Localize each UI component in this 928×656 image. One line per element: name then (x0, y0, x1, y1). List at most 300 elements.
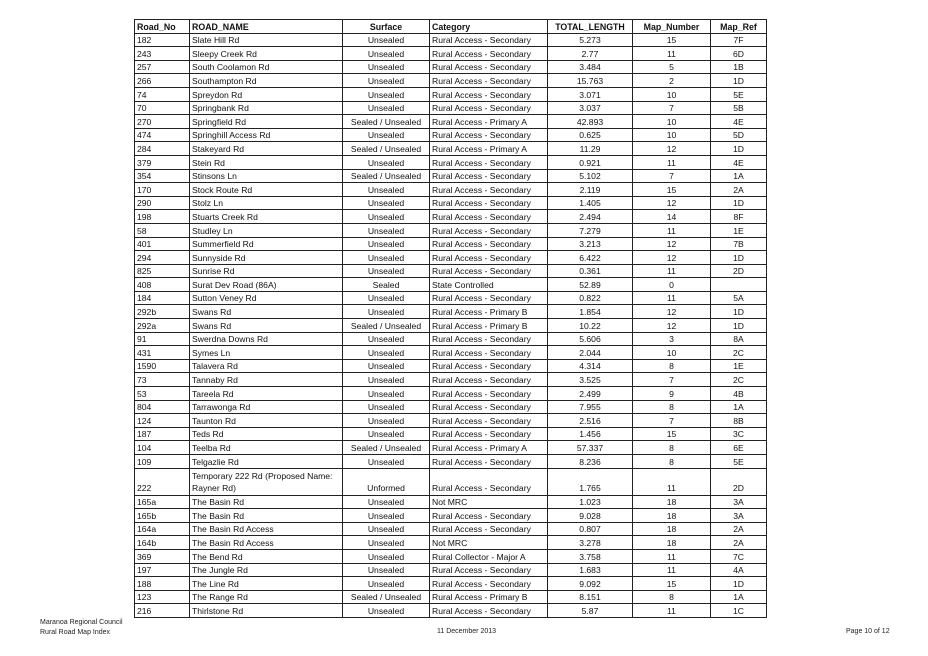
table-row (135, 590, 767, 604)
cell-total-length: 3.758 (548, 549, 633, 563)
table-row (135, 196, 767, 210)
cell-map-ref: 1D (711, 251, 767, 265)
cell-total-length: 0.921 (548, 155, 633, 169)
cell-map-number: 8 (633, 590, 711, 604)
cell-surface: Unsealed (343, 563, 430, 577)
cell-map-ref: 4E (711, 155, 767, 169)
cell-map-number: 3 (633, 332, 711, 346)
cell-map-ref: 2A (711, 522, 767, 536)
cell-category: Rural Access - Primary A (430, 115, 548, 129)
cell-category: Rural Access - Secondary (430, 196, 548, 210)
cell-road-name: Slate Hill Rd (190, 33, 343, 47)
cell-road-name: Stolz Ln (190, 196, 343, 210)
cell-map-number: 12 (633, 319, 711, 333)
header-map-ref: Map_Ref (711, 20, 767, 34)
table-body (135, 33, 767, 617)
cell-category: Not MRC (430, 536, 548, 550)
table-row (135, 278, 767, 292)
cell-map-number: 11 (633, 549, 711, 563)
cell-total-length: 0.625 (548, 128, 633, 142)
cell-category: Rural Access - Primary A (430, 441, 548, 455)
cell-road-no: 104 (135, 441, 190, 455)
cell-category: Rural Access - Secondary (430, 359, 548, 373)
cell-surface: Unsealed (343, 60, 430, 74)
cell-road-no: 164b (135, 536, 190, 550)
cell-map-number: 11 (633, 264, 711, 278)
cell-map-ref: 6E (711, 441, 767, 455)
cell-category: Rural Access - Secondary (430, 169, 548, 183)
cell-road-no: 73 (135, 373, 190, 387)
cell-map-number: 14 (633, 210, 711, 224)
cell-road-no: 825 (135, 264, 190, 278)
cell-road-name: Sunrise Rd (190, 264, 343, 278)
cell-category: Rural Access - Secondary (430, 387, 548, 401)
cell-road-name: Tarrawonga Rd (190, 400, 343, 414)
cell-road-name: The Jungle Rd (190, 563, 343, 577)
cell-category: Rural Access - Secondary (430, 414, 548, 428)
cell-road-name: Springfield Rd (190, 115, 343, 129)
cell-total-length: 15.763 (548, 74, 633, 88)
table-row (135, 536, 767, 550)
cell-total-length: 3.071 (548, 87, 633, 101)
cell-total-length: 0.822 (548, 291, 633, 305)
cell-map-number: 8 (633, 400, 711, 414)
cell-map-ref: 8A (711, 332, 767, 346)
cell-category: Rural Access - Secondary (430, 468, 548, 495)
cell-road-name: Tareela Rd (190, 387, 343, 401)
table-row (135, 604, 767, 618)
cell-category: Rural Access - Secondary (430, 291, 548, 305)
cell-total-length: 3.484 (548, 60, 633, 74)
table-row (135, 101, 767, 115)
cell-road-no: 1590 (135, 359, 190, 373)
cell-road-no: 216 (135, 604, 190, 618)
cell-map-ref: 8F (711, 210, 767, 224)
cell-category: Rural Access - Secondary (430, 183, 548, 197)
cell-surface: Unsealed (343, 305, 430, 319)
cell-map-ref: 1E (711, 223, 767, 237)
cell-total-length: 8.236 (548, 455, 633, 469)
cell-total-length: 1.023 (548, 495, 633, 509)
table-row (135, 400, 767, 414)
cell-road-no: 170 (135, 183, 190, 197)
cell-surface: Unsealed (343, 251, 430, 265)
cell-category: Rural Access - Secondary (430, 128, 548, 142)
cell-road-name: Studley Ln (190, 223, 343, 237)
cell-category: Rural Access - Secondary (430, 33, 548, 47)
cell-map-number: 7 (633, 373, 711, 387)
cell-road-name: The Basin Rd (190, 495, 343, 509)
cell-category: Rural Access - Secondary (430, 210, 548, 224)
cell-surface: Unsealed (343, 387, 430, 401)
cell-road-no: 70 (135, 101, 190, 115)
cell-surface: Unsealed (343, 427, 430, 441)
cell-category: Rural Access - Primary B (430, 590, 548, 604)
cell-category: State Controlled (430, 278, 548, 292)
cell-road-no: 198 (135, 210, 190, 224)
cell-total-length: 2.044 (548, 346, 633, 360)
cell-map-number: 15 (633, 427, 711, 441)
cell-road-name: Temporary 222 Rd (Proposed Name: Rayner Rd) (190, 468, 343, 495)
cell-road-no: 379 (135, 155, 190, 169)
table-row (135, 549, 767, 563)
table-row (135, 60, 767, 74)
cell-road-name: Taunton Rd (190, 414, 343, 428)
cell-total-length: 0.361 (548, 264, 633, 278)
table-row (135, 319, 767, 333)
cell-category: Rural Access - Secondary (430, 74, 548, 88)
cell-map-number: 18 (633, 536, 711, 550)
cell-road-name: The Bend Rd (190, 549, 343, 563)
cell-total-length: 1.405 (548, 196, 633, 210)
cell-road-no: 294 (135, 251, 190, 265)
cell-map-number: 12 (633, 142, 711, 156)
cell-surface: Unsealed (343, 155, 430, 169)
cell-road-name: Symes Ln (190, 346, 343, 360)
header-map-number: Map_Number (633, 20, 711, 34)
cell-category: Rural Access - Secondary (430, 87, 548, 101)
cell-total-length: 6.422 (548, 251, 633, 265)
cell-total-length: 1.456 (548, 427, 633, 441)
cell-surface: Sealed / Unsealed (343, 590, 430, 604)
cell-category: Rural Access - Primary B (430, 305, 548, 319)
cell-surface: Sealed / Unsealed (343, 142, 430, 156)
cell-map-ref: 2D (711, 468, 767, 495)
cell-road-no: 165a (135, 495, 190, 509)
table-row (135, 210, 767, 224)
cell-map-ref: 2C (711, 373, 767, 387)
cell-road-name: Springhill Access Rd (190, 128, 343, 142)
cell-total-length: 8.151 (548, 590, 633, 604)
cell-map-number: 9 (633, 387, 711, 401)
cell-road-name: Stuarts Creek Rd (190, 210, 343, 224)
table-row (135, 455, 767, 469)
cell-total-length: 5.273 (548, 33, 633, 47)
cell-surface: Unsealed (343, 604, 430, 618)
table-row (135, 251, 767, 265)
cell-category: Rural Access - Secondary (430, 101, 548, 115)
cell-map-ref: 3C (711, 427, 767, 441)
cell-road-no: 165b (135, 509, 190, 523)
cell-map-number: 10 (633, 87, 711, 101)
cell-road-no: 109 (135, 455, 190, 469)
cell-surface: Unsealed (343, 455, 430, 469)
cell-total-length: 4.314 (548, 359, 633, 373)
cell-road-name: Talavera Rd (190, 359, 343, 373)
cell-road-name: Summerfield Rd (190, 237, 343, 251)
cell-category: Rural Access - Secondary (430, 563, 548, 577)
cell-map-number: 10 (633, 346, 711, 360)
cell-surface: Unsealed (343, 223, 430, 237)
cell-map-ref: 5B (711, 101, 767, 115)
cell-total-length: 5.102 (548, 169, 633, 183)
table-row (135, 155, 767, 169)
cell-total-length: 1.765 (548, 468, 633, 495)
cell-surface: Unsealed (343, 549, 430, 563)
cell-map-number: 15 (633, 577, 711, 591)
cell-road-no: 182 (135, 33, 190, 47)
cell-surface: Unsealed (343, 509, 430, 523)
cell-map-ref: 1D (711, 319, 767, 333)
cell-road-name: Sutton Veney Rd (190, 291, 343, 305)
cell-map-number: 11 (633, 604, 711, 618)
table-row (135, 414, 767, 428)
cell-map-ref: 3A (711, 509, 767, 523)
cell-map-ref: 1D (711, 74, 767, 88)
cell-surface: Unsealed (343, 400, 430, 414)
cell-road-name: Swans Rd (190, 319, 343, 333)
cell-road-name: The Line Rd (190, 577, 343, 591)
cell-category: Rural Access - Secondary (430, 60, 548, 74)
cell-total-length: 3.037 (548, 101, 633, 115)
table-row (135, 577, 767, 591)
footer-left (40, 618, 123, 638)
cell-map-ref: 2A (711, 536, 767, 550)
cell-map-ref: 8B (711, 414, 767, 428)
cell-map-number: 10 (633, 128, 711, 142)
cell-road-no: 284 (135, 142, 190, 156)
cell-map-number: 11 (633, 291, 711, 305)
table-row (135, 115, 767, 129)
cell-map-ref: 1A (711, 400, 767, 414)
cell-surface: Unsealed (343, 522, 430, 536)
cell-map-ref: 2A (711, 183, 767, 197)
cell-map-ref: 5E (711, 87, 767, 101)
table-row (135, 183, 767, 197)
cell-map-number: 8 (633, 441, 711, 455)
cell-category: Rural Access - Secondary (430, 522, 548, 536)
cell-road-name: Sleepy Creek Rd (190, 47, 343, 61)
cell-road-name: Surat Dev Road (86A) (190, 278, 343, 292)
cell-road-name: Teelba Rd (190, 441, 343, 455)
cell-map-number: 10 (633, 115, 711, 129)
cell-map-ref: 2C (711, 346, 767, 360)
cell-road-no: 804 (135, 400, 190, 414)
cell-total-length: 5.606 (548, 332, 633, 346)
cell-road-name: Telgazlie Rd (190, 455, 343, 469)
table-row (135, 346, 767, 360)
cell-total-length: 9.028 (548, 509, 633, 523)
cell-surface: Unsealed (343, 359, 430, 373)
cell-map-ref: 1E (711, 359, 767, 373)
cell-road-name: Tannaby Rd (190, 373, 343, 387)
cell-total-length: 10.22 (548, 319, 633, 333)
cell-road-no: 290 (135, 196, 190, 210)
cell-surface: Sealed / Unsealed (343, 441, 430, 455)
cell-map-ref: 7B (711, 237, 767, 251)
cell-map-number: 18 (633, 509, 711, 523)
cell-road-no: 124 (135, 414, 190, 428)
cell-map-number: 12 (633, 196, 711, 210)
cell-map-number: 7 (633, 414, 711, 428)
cell-map-ref: 3A (711, 495, 767, 509)
cell-category: Rural Access - Secondary (430, 346, 548, 360)
cell-surface: Unsealed (343, 210, 430, 224)
cell-map-ref: 4B (711, 387, 767, 401)
cell-total-length: 42.893 (548, 115, 633, 129)
cell-road-no: 91 (135, 332, 190, 346)
cell-surface: Unsealed (343, 414, 430, 428)
table-row (135, 223, 767, 237)
cell-map-number: 12 (633, 251, 711, 265)
cell-total-length: 7.279 (548, 223, 633, 237)
cell-map-ref: 6D (711, 47, 767, 61)
cell-road-name: Spreydon Rd (190, 87, 343, 101)
cell-map-ref: 7F (711, 33, 767, 47)
table-row (135, 291, 767, 305)
cell-road-no: 197 (135, 563, 190, 577)
cell-surface: Sealed (343, 278, 430, 292)
cell-road-name: Thirlstone Rd (190, 604, 343, 618)
cell-category: Rural Access - Secondary (430, 223, 548, 237)
cell-map-number: 2 (633, 74, 711, 88)
cell-map-number: 7 (633, 101, 711, 115)
footer-organization: Maranoa Regional Council (40, 619, 123, 626)
cell-surface: Unsealed (343, 128, 430, 142)
cell-total-length: 0.807 (548, 522, 633, 536)
cell-road-no: 184 (135, 291, 190, 305)
cell-category: Rural Access - Secondary (430, 509, 548, 523)
cell-category: Rural Access - Primary A (430, 142, 548, 156)
cell-total-length: 2.499 (548, 387, 633, 401)
cell-road-name: Springbank Rd (190, 101, 343, 115)
cell-map-number: 15 (633, 33, 711, 47)
cell-category: Rural Access - Secondary (430, 400, 548, 414)
cell-map-ref: 1A (711, 590, 767, 604)
cell-road-no: 369 (135, 549, 190, 563)
table-row (135, 373, 767, 387)
cell-road-name: Stinsons Ln (190, 169, 343, 183)
cell-map-number: 8 (633, 359, 711, 373)
cell-surface: Unsealed (343, 536, 430, 550)
cell-road-no: 292a (135, 319, 190, 333)
cell-category: Rural Access - Secondary (430, 577, 548, 591)
cell-road-name: Swerdna Downs Rd (190, 332, 343, 346)
cell-surface: Unsealed (343, 237, 430, 251)
cell-total-length: 2.516 (548, 414, 633, 428)
cell-road-no: 431 (135, 346, 190, 360)
cell-surface: Unsealed (343, 495, 430, 509)
cell-road-name: Swans Rd (190, 305, 343, 319)
cell-surface: Unsealed (343, 47, 430, 61)
cell-map-number: 7 (633, 169, 711, 183)
cell-map-number: 15 (633, 183, 711, 197)
cell-road-no: 270 (135, 115, 190, 129)
header-road-name: ROAD_NAME (190, 20, 343, 34)
cell-road-name: The Basin Rd Access (190, 522, 343, 536)
cell-map-ref: 4A (711, 563, 767, 577)
cell-total-length: 57.337 (548, 441, 633, 455)
cell-surface: Unsealed (343, 183, 430, 197)
table-row (135, 563, 767, 577)
cell-total-length: 9.092 (548, 577, 633, 591)
cell-total-length: 2.77 (548, 47, 633, 61)
table-row (135, 237, 767, 251)
cell-total-length: 3.213 (548, 237, 633, 251)
header-road-no: Road_No (135, 20, 190, 34)
cell-category: Rural Access - Primary B (430, 319, 548, 333)
table-row (135, 47, 767, 61)
table-row (135, 332, 767, 346)
cell-map-ref: 1D (711, 577, 767, 591)
cell-road-no: 292b (135, 305, 190, 319)
cell-surface: Unsealed (343, 101, 430, 115)
cell-road-no: 74 (135, 87, 190, 101)
footer-document-title: Rural Road Map Index (40, 629, 111, 636)
footer-date: 11 December 2013 (437, 628, 497, 635)
cell-category: Rural Access - Secondary (430, 455, 548, 469)
cell-category: Rural Access - Secondary (430, 237, 548, 251)
cell-surface: Sealed / Unsealed (343, 319, 430, 333)
cell-surface: Sealed / Unsealed (343, 115, 430, 129)
cell-surface: Unsealed (343, 33, 430, 47)
cell-total-length: 7.955 (548, 400, 633, 414)
cell-road-name: Sunnyside Rd (190, 251, 343, 265)
cell-map-ref (711, 278, 767, 292)
cell-road-name: South Coolamon Rd (190, 60, 343, 74)
cell-road-no: 123 (135, 590, 190, 604)
cell-surface: Unsealed (343, 74, 430, 88)
road-index-table (134, 19, 767, 618)
cell-surface: Unsealed (343, 291, 430, 305)
cell-road-no: 401 (135, 237, 190, 251)
table-row (135, 522, 767, 536)
cell-map-number: 18 (633, 522, 711, 536)
cell-category: Rural Access - Secondary (430, 47, 548, 61)
road-index-sheet (134, 19, 767, 618)
cell-road-no: 266 (135, 74, 190, 88)
cell-map-ref: 5D (711, 128, 767, 142)
cell-road-no: 408 (135, 278, 190, 292)
cell-road-no: 58 (135, 223, 190, 237)
cell-road-no: 187 (135, 427, 190, 441)
header-surface: Surface (343, 20, 430, 34)
cell-total-length: 3.278 (548, 536, 633, 550)
cell-road-name: Stakeyard Rd (190, 142, 343, 156)
cell-total-length: 2.119 (548, 183, 633, 197)
cell-road-name: Teds Rd (190, 427, 343, 441)
cell-category: Rural Access - Secondary (430, 373, 548, 387)
cell-surface: Unsealed (343, 87, 430, 101)
cell-category: Rural Access - Secondary (430, 264, 548, 278)
table-row (135, 427, 767, 441)
table-row (135, 87, 767, 101)
cell-surface: Sealed / Unsealed (343, 169, 430, 183)
cell-map-number: 12 (633, 237, 711, 251)
table-row (135, 33, 767, 47)
cell-map-number: 18 (633, 495, 711, 509)
cell-surface: Unsealed (343, 332, 430, 346)
cell-road-no: 257 (135, 60, 190, 74)
table-row (135, 305, 767, 319)
cell-road-no: 164a (135, 522, 190, 536)
cell-category: Rural Access - Secondary (430, 427, 548, 441)
cell-road-no: 354 (135, 169, 190, 183)
cell-surface: Unformed (343, 468, 430, 495)
cell-total-length: 11.29 (548, 142, 633, 156)
cell-map-number: 5 (633, 60, 711, 74)
cell-surface: Unsealed (343, 196, 430, 210)
cell-road-no: 222 (135, 468, 190, 495)
table-row (135, 142, 767, 156)
cell-total-length: 1.854 (548, 305, 633, 319)
cell-category: Not MRC (430, 495, 548, 509)
cell-road-no: 474 (135, 128, 190, 142)
cell-map-number: 11 (633, 563, 711, 577)
cell-road-no: 53 (135, 387, 190, 401)
cell-map-ref: 5E (711, 455, 767, 469)
cell-road-no: 188 (135, 577, 190, 591)
